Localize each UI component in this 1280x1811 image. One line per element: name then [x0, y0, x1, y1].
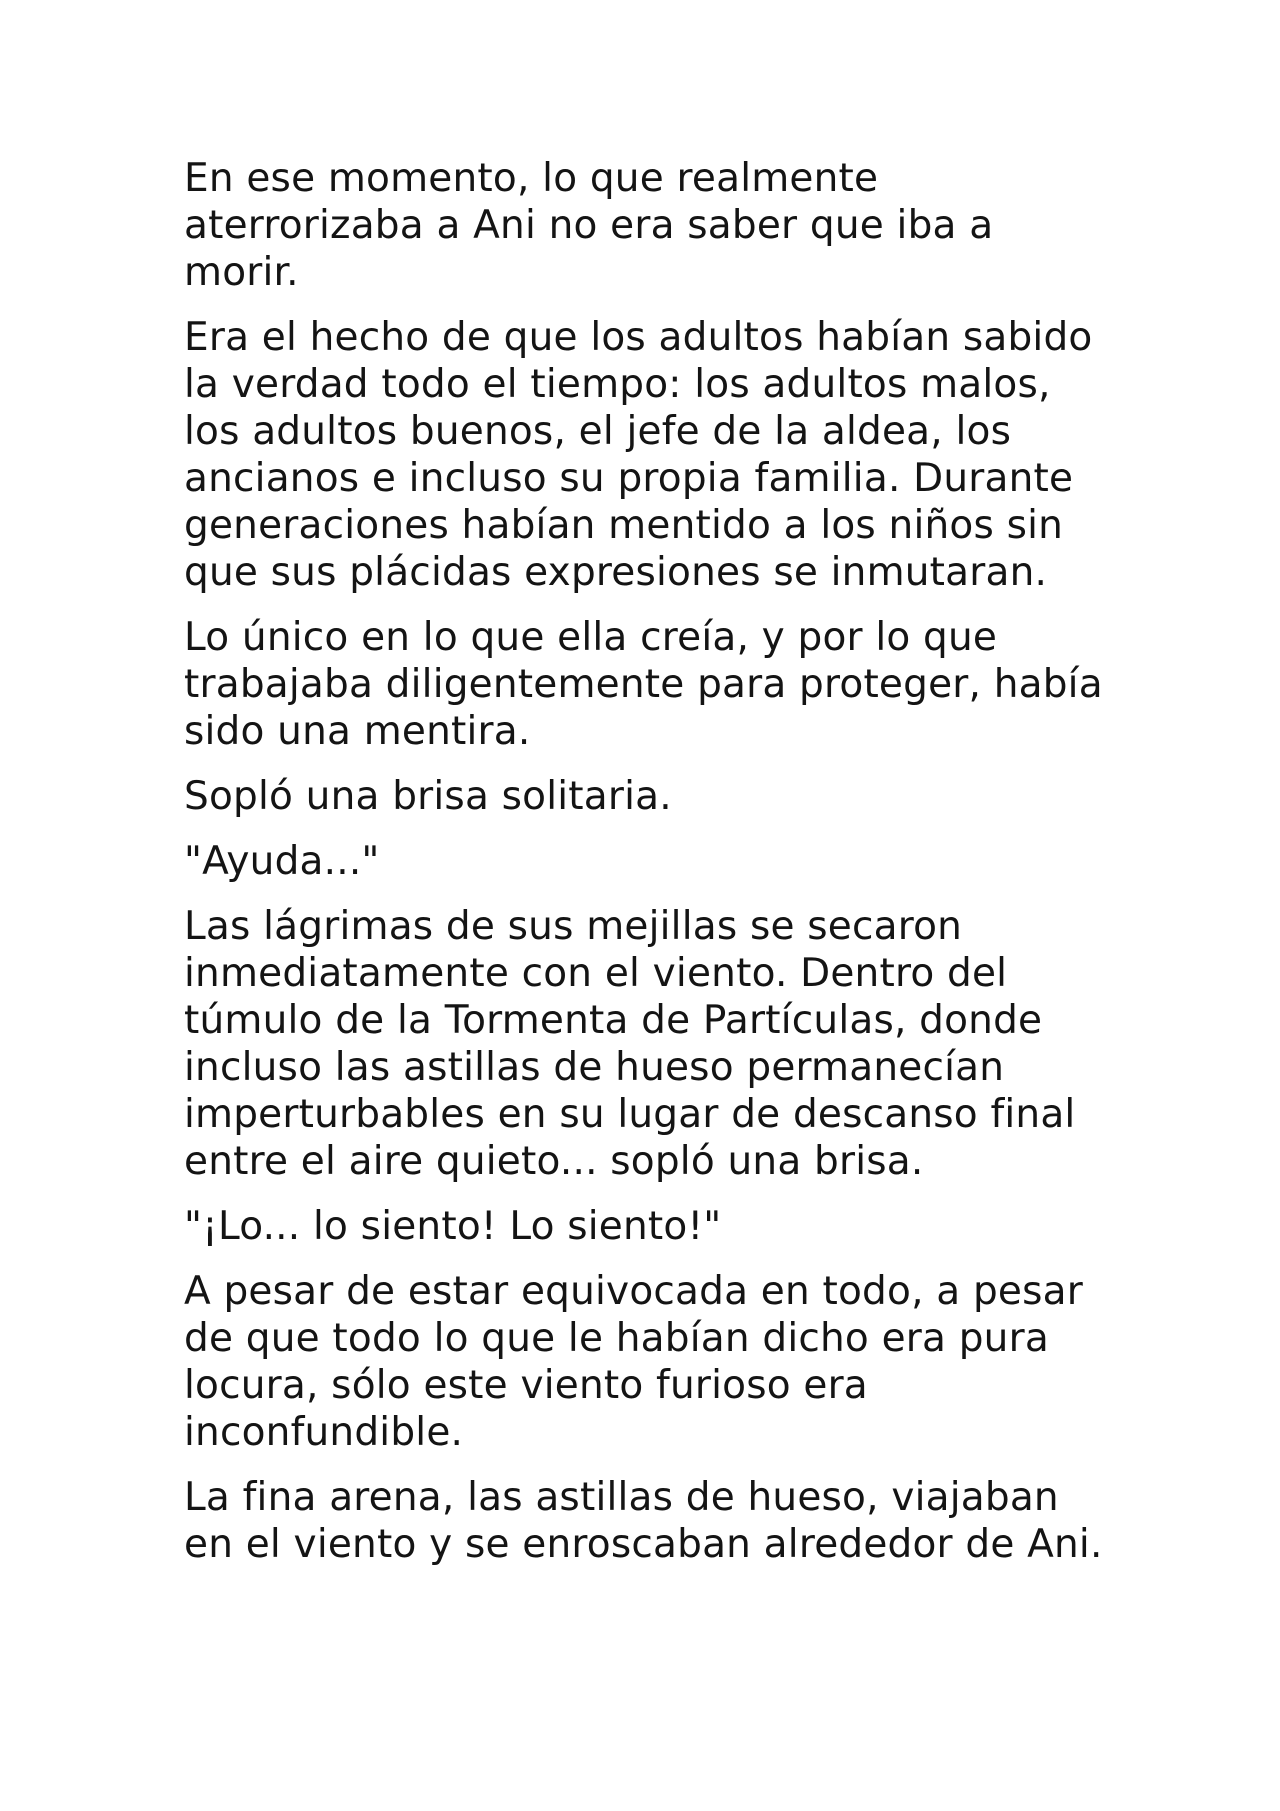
paragraph-6: Las lágrimas de sus mejillas se secaron inmediatamente con el viento. Dentro del túmulo de la Tormenta de Partículas, donde incluso las astillas de hueso permanecían imperturbables en su lugar de descanso final entre el aire quieto... sopló una brisa.	[184, 904, 1076, 1184]
paragraph-5: "Ayuda..."	[184, 839, 380, 884]
paragraph-7: "¡Lo... lo siento! Lo siento!"	[184, 1204, 722, 1249]
paragraph-2: Era el hecho de que los adultos habían sabido la verdad todo el tiempo: los adultos malos, los adultos buenos, el jefe de la aldea, los ancianos e incluso su propia familia. Durante generaciones habían mentido a los niños sin que sus plácidas expresiones se inmutaran.	[184, 315, 1093, 595]
paragraph-4: Sopló una brisa solitaria.	[184, 774, 672, 819]
paragraph-1: En ese momento, lo que realmente aterrorizaba a Ani no era saber que iba a morir.	[184, 156, 994, 295]
text-body	[184, 155, 1124, 1586]
paragraph-9: La fina arena, las astillas de hueso, viajaban en el viento y se enroscaban alrededor de Ani.	[184, 1475, 1103, 1567]
paragraph-8: A pesar de estar equivocada en todo, a pesar de que todo lo que le habían dicho era pura locura, sólo este viento furioso era inconfundible.	[184, 1269, 1083, 1455]
paragraph-3: Lo único en lo que ella creía, y por lo que trabajaba diligentemente para proteger, había sido una mentira.	[184, 615, 1103, 754]
